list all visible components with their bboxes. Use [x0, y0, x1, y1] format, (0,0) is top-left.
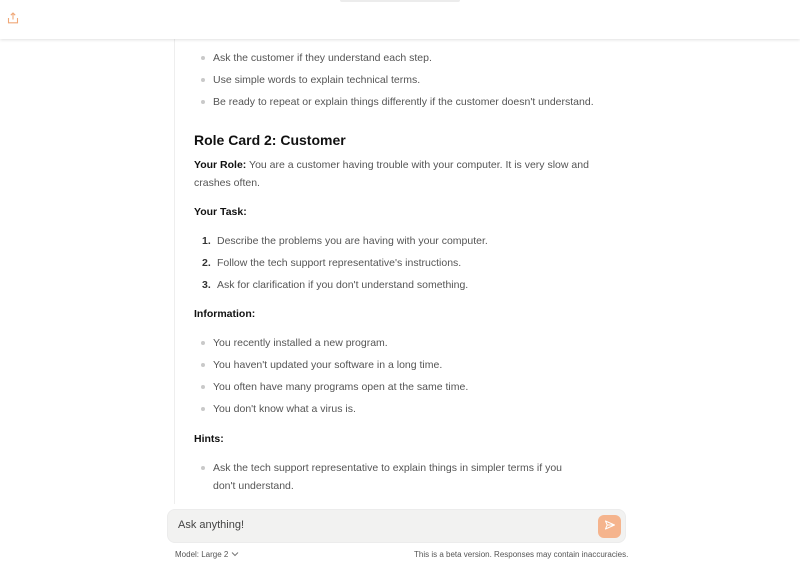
list-item: You recently installed a new program. — [194, 334, 614, 352]
hints-list — [194, 459, 574, 499]
list-item: You don't know what a virus is. — [194, 400, 614, 418]
information-list — [194, 334, 614, 422]
model-selector[interactable] — [175, 550, 239, 559]
send-icon — [604, 518, 616, 536]
task-list — [194, 232, 614, 298]
share-button[interactable] — [4, 11, 22, 29]
information-heading: Information: — [194, 308, 256, 320]
list-item: Be ready to repeat or explain things differently if the customer doesn't understand. — [194, 93, 614, 111]
top-bar — [0, 0, 800, 39]
model-label: Model: Large 2 — [175, 550, 229, 559]
list-item: Ask the tech support representative to explain things in simpler terms if you don't understand. — [194, 459, 574, 495]
chat-input-bar[interactable] — [167, 509, 626, 543]
list-item: 2. Follow the tech support representative's instructions. — [202, 257, 462, 269]
role-card-title: Role Card 2: Customer — [194, 132, 346, 148]
chevron-down-icon — [231, 550, 239, 559]
share-icon — [7, 11, 19, 29]
beta-disclaimer: This is a beta version. Responses may contain inaccuracies. — [414, 550, 629, 559]
role-text: You are a customer having trouble with your computer. It is very slow and crashes often. — [194, 159, 589, 189]
hints-heading: Hints: — [194, 433, 224, 445]
previous-card-tips — [194, 49, 614, 115]
role-description — [194, 156, 614, 192]
list-item: Ask the customer if they understand each step. — [194, 49, 614, 67]
role-label: Your Role: — [194, 159, 247, 171]
list-item: You often have many programs open at the same time. — [194, 378, 614, 396]
list-item: Use simple words to explain technical terms. — [194, 71, 614, 89]
list-item: 1. Describe the problems you are having with your computer. — [202, 235, 488, 247]
conversation-area[interactable] — [0, 39, 800, 504]
list-item: You haven't updated your software in a long time. — [194, 356, 614, 374]
task-heading: Your Task: — [194, 206, 247, 218]
chat-input[interactable]: Ask anything! — [178, 519, 245, 531]
thread-divider — [174, 39, 175, 504]
send-button[interactable] — [598, 515, 621, 538]
top-tab-indicator — [340, 0, 460, 2]
list-item: 3. Ask for clarification if you don't understand something. — [202, 279, 469, 291]
